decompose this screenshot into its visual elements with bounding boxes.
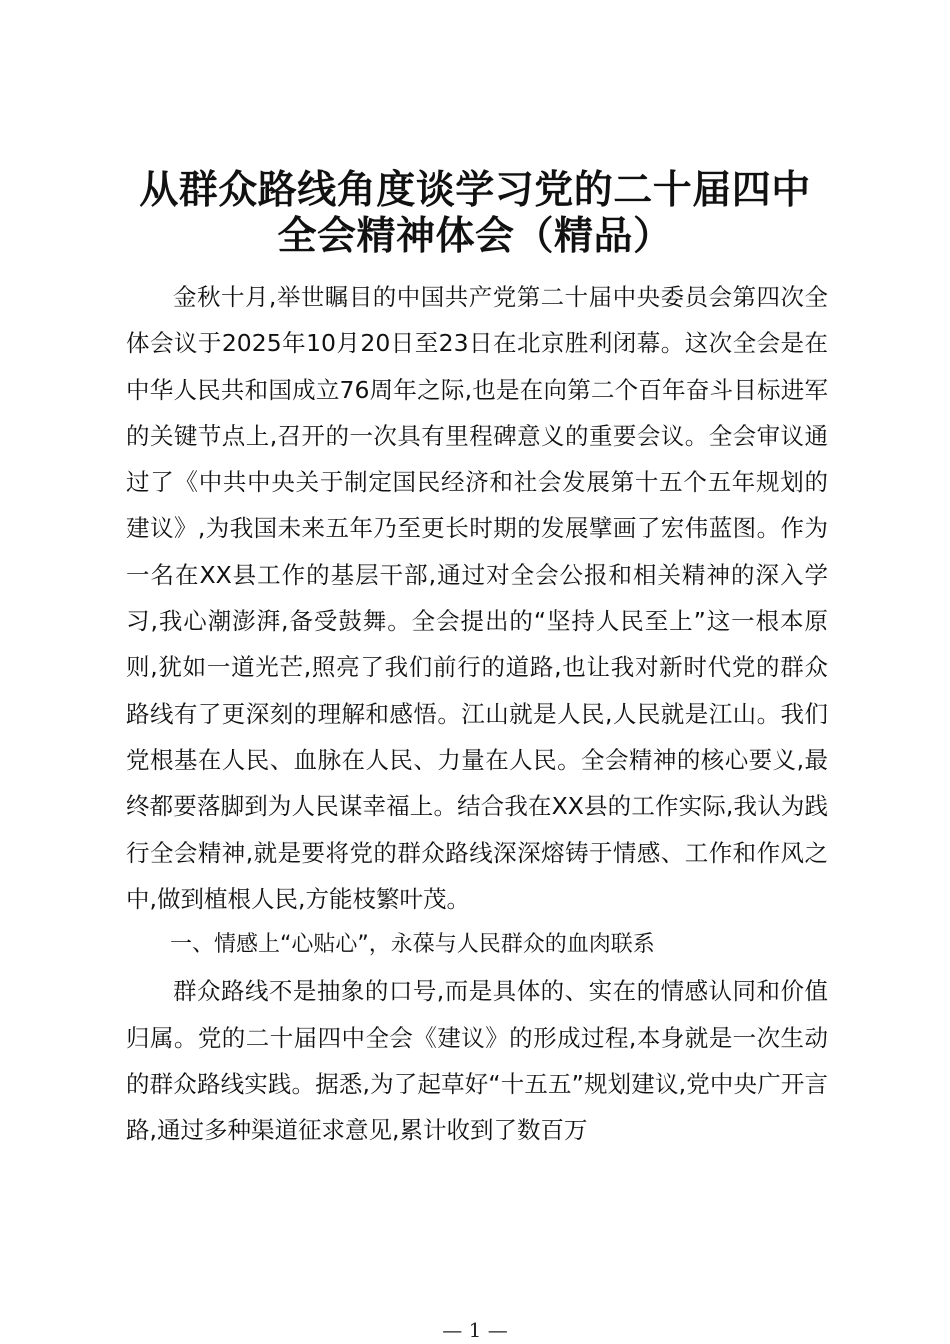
paragraph-section-1: 群众路线不是抽象的口号,而是具体的、实在的情感认同和价值归属。党的二十届四中全会《建议》的形成过程,本身就是一次生动的群众路线实践。据悉,为了起草好“十五五”规划建议,党中央广开言路,通过多种渠道征求意见,累计收到了数百万 xyxy=(126,977,828,1145)
section-heading-1: 一、情感上“心贴心”，永葆与人民群众的血肉联系 xyxy=(170,932,655,958)
page-number: — 1 — xyxy=(442,1318,508,1342)
document-title xyxy=(100,168,850,260)
title-line-2: 全会精神体会（精品） xyxy=(277,214,673,259)
document-body xyxy=(126,274,828,1154)
title-line-1: 从群众路线角度谈学习党的二十届四中 xyxy=(139,168,811,213)
paragraph-intro: 金秋十月,举世瞩目的中国共产党第二十届中央委员会第四次全体会议于2025年10月20日至23日在北京胜利闭幕。这次全会是在中华人民共和国成立76周年之际,也是在向第二个百年奋斗目标进军的关键节点上,召开的一次具有里程碑意义的重要会议。全会审议通过了《中共中央关于制定国民经济和社会发展第十五个五年规划的建议》,为我国未来五年乃至更长时期的发展擘画了宏伟蓝图。作为一名在XX县工作的基层干部,通过对全会公报和相关精神的深入学习,我心潮澎湃,备受鼓舞。全会提出的“坚持人民至上”这一根本原则,犹如一道光芒,照亮了我们前行的道路,也让我对新时代党的群众路线有了更深刻的理解和感悟。江山就是人民,人民就是江山。我们党根基在人民、血脉在人民、力量在人民。全会精神的核心要义,最终都要落脚到为人民谋幸福上。结合我在XX县的工作实际,我认为践行全会精神,就是要将党的群众路线深深熔铸于情感、工作和作风之中,做到植根人民,方能枝繁叶茂。 xyxy=(126,283,828,913)
